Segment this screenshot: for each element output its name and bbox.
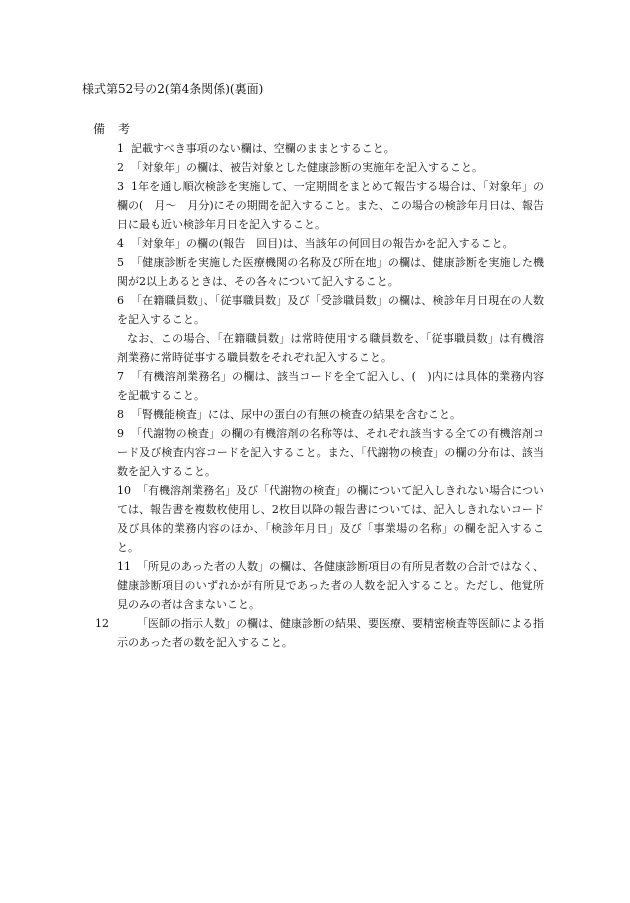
note-item-12 bbox=[0, 614, 630, 652]
note-number: 3 bbox=[117, 180, 124, 193]
note-item-1 bbox=[0, 139, 630, 158]
note-text: 「医師の指示人数」の欄は、健康診断の結果、要医療、要精密検査等医師による指示のあった者の数を記入すること。 bbox=[117, 617, 544, 649]
note-item-2 bbox=[0, 158, 630, 177]
remarks-list bbox=[0, 139, 630, 652]
note-item-3 bbox=[0, 177, 630, 234]
note-number: 6 bbox=[117, 294, 124, 307]
note-item-5 bbox=[0, 253, 630, 291]
note-number: 4 bbox=[117, 237, 124, 250]
note-text: 「対象年」の欄は、被告対象とした健康診断の実施年を記入すること。 bbox=[131, 161, 483, 174]
note-number: 10 bbox=[117, 484, 131, 497]
note-number: 11 bbox=[117, 560, 131, 573]
note-text: 「所見のあった者の人数」の欄は、各健康診断項目の有所見者数の合計ではなく、健康診断項目のいずれかが有所見であった者の人数を記入すること。ただし、他覚所見のみの者は含まないこと。 bbox=[117, 560, 544, 611]
note-number: 8 bbox=[117, 408, 124, 421]
note-number: 9 bbox=[117, 427, 124, 440]
remarks-heading: 備考 bbox=[93, 122, 144, 136]
note-text: 1年を通し順次検診を実施して、一定期間をまとめて報告する場合は、「対象年」の欄の( 月～ 月分)にその期間を記入すること。また、この場合の検診年月日は、報告日に最も近い検診年月日を記入すること。 bbox=[117, 180, 544, 231]
note-item-4 bbox=[0, 234, 630, 253]
note-item-7 bbox=[0, 367, 630, 405]
note-number: 7 bbox=[117, 370, 124, 383]
note-item-8 bbox=[0, 405, 630, 424]
note-number: 2 bbox=[117, 161, 124, 174]
note-text: 「在籍職員数」、「従事職員数」及び「受診職員数」の欄は、検診年月日現在の人数を記入すること。 bbox=[117, 294, 544, 326]
note-number: 5 bbox=[117, 256, 124, 269]
note-text: 「有機溶剤業務名」及び「代謝物の検査」の欄について記入しきれない場合については、報告書を複数枚使用し、2枚目以降の報告書については、記入しきれないコード及び具体的業務内容のほか、「検診年月日」及び「事業場の名称」の欄を記入すること。 bbox=[117, 484, 544, 554]
note-text: 「有機溶剤業務名」の欄は、該当コードを全て記入し、( )内には具体的業務内容を記載すること。 bbox=[117, 370, 544, 402]
note-text: 記載すべき事項のない欄は、空欄のままとすること。 bbox=[131, 142, 395, 155]
note-6-supplement: なお、この場合、「在籍職員数」は常時使用する職員数を、「従事職員数」は有機溶剤業務に常時従事する職員数をそれぞれ記入すること。 bbox=[117, 332, 544, 364]
note-number: 1 bbox=[117, 142, 124, 155]
note-item-11 bbox=[0, 557, 630, 614]
note-text: 「代謝物の検査」の欄の有機溶剤の名称等は、それぞれ該当する全ての有機溶剤コード及び検査内容コードを記入すること。また、「代謝物の検査」の欄の分布は、該当数を記入すること。 bbox=[117, 427, 544, 478]
note-number: 12 bbox=[95, 617, 109, 630]
note-text: 「健康診断を実施した医療機関の名称及び所在地」の欄は、健康診断を実施した機関が2以上あるときは、その各々について記入すること。 bbox=[117, 256, 544, 288]
note-text: 「腎機能検査」には、尿中の蛋白の有無の検査の結果を含むこと。 bbox=[131, 408, 461, 421]
note-item-6 bbox=[0, 291, 630, 329]
note-item-9 bbox=[0, 424, 630, 481]
note-item-10 bbox=[0, 481, 630, 557]
note-text: 「対象年」の欄の(報告 回目)は、当該年の何回目の報告かを記入すること。 bbox=[131, 237, 514, 250]
form-title: 様式第52号の2(第4条関係)(裏面) bbox=[82, 82, 264, 96]
